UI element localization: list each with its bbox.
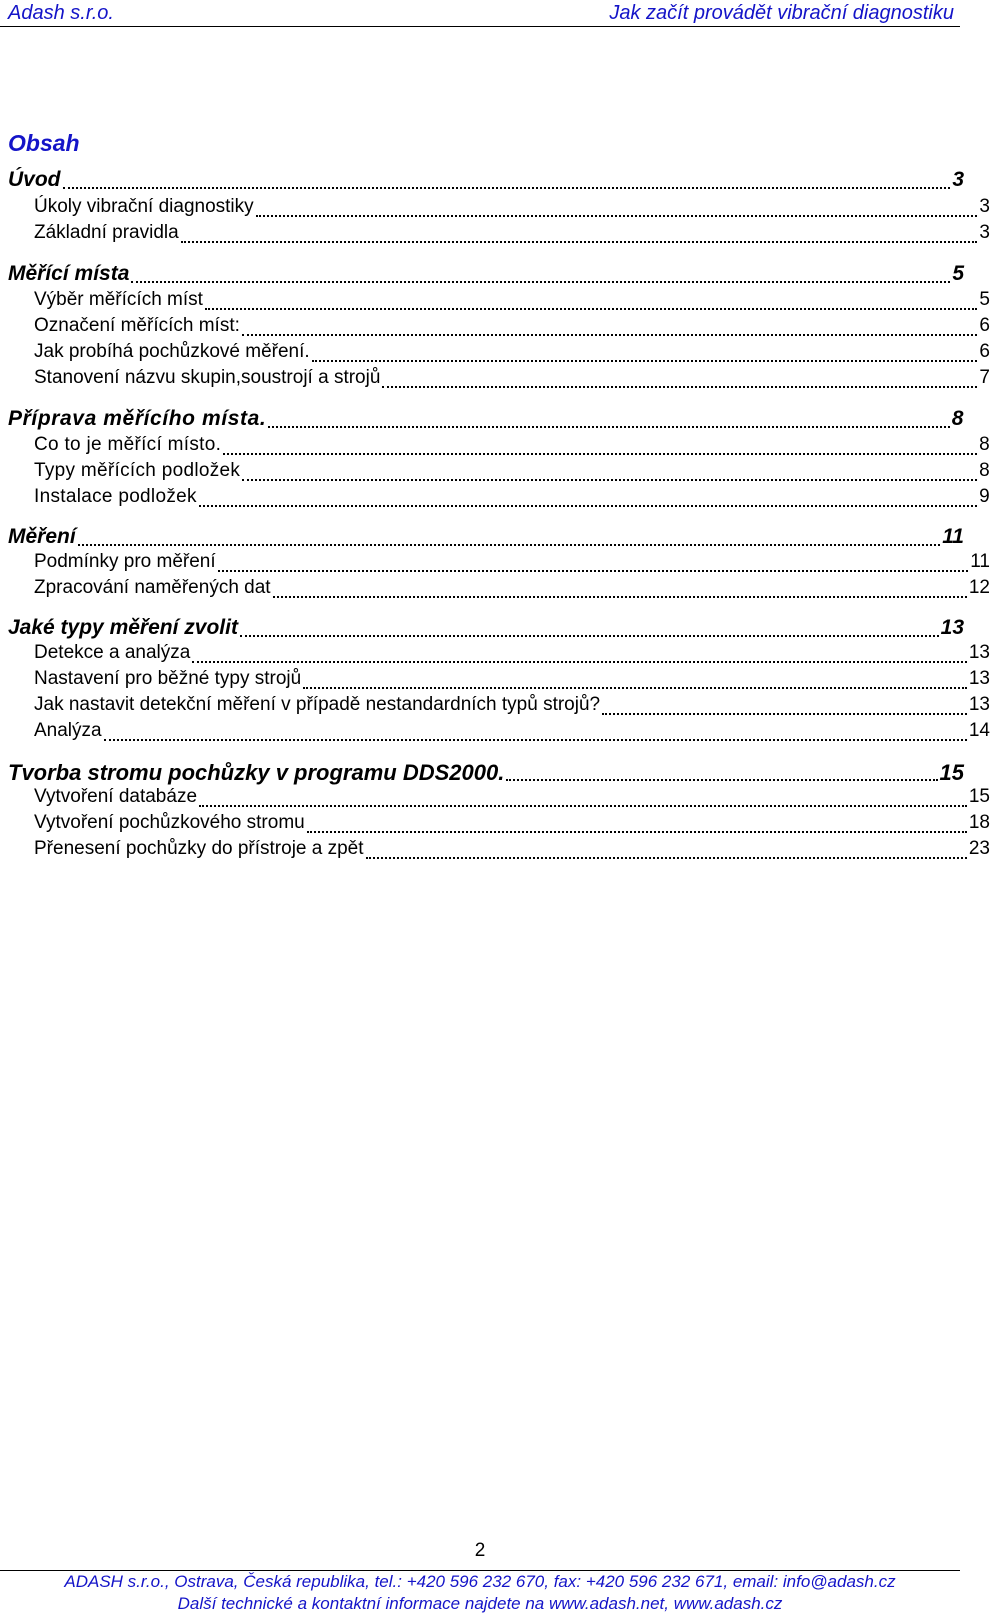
toc-entry-page: 3: [979, 196, 990, 217]
toc-entry[interactable]: [0, 668, 990, 695]
toc-dot-leader: [382, 386, 977, 388]
toc-entry-page: 14: [968, 720, 990, 741]
toc-entry[interactable]: [0, 838, 990, 865]
toc-dot-leader: [181, 241, 978, 243]
toc-entry[interactable]: [0, 341, 990, 368]
toc-entry-page: 13: [940, 616, 964, 639]
toc-dot-leader: [256, 215, 978, 217]
toc-entry-label: Zpracování naměřených dat: [34, 577, 271, 598]
toc-entry[interactable]: [0, 616, 964, 643]
toc-entry-page: 13: [968, 642, 990, 663]
toc-dot-leader: [218, 570, 969, 572]
toc-dot-leader: [303, 687, 967, 689]
toc-dot-leader: [78, 544, 941, 546]
toc-entry-page: 8: [951, 407, 964, 430]
toc-entry-label: Výběr měřících míst: [34, 289, 203, 310]
toc-entry-page: 18: [968, 812, 990, 833]
page-header: [0, 0, 960, 27]
toc-entry-label: Měření: [8, 525, 76, 548]
toc-entry-label: Označení měřících míst:: [34, 315, 240, 336]
toc-dot-leader: [240, 635, 939, 637]
toc-entry-page: 13: [968, 668, 990, 689]
toc-entry-label: Měřící místa: [8, 262, 130, 285]
toc-entry-page: 11: [942, 525, 964, 548]
toc-entry[interactable]: [0, 694, 990, 721]
toc-entry-page: 13: [968, 694, 990, 715]
header-company: Adash s.r.o.: [8, 2, 114, 24]
toc-entry-label: Instalace podložek: [34, 486, 197, 507]
toc-entry-label: Co to je měřící místo.: [34, 434, 222, 455]
header-document-title: Jak začít provádět vibrační diagnostiku: [609, 2, 954, 24]
toc-dot-leader: [223, 453, 977, 455]
toc-entry[interactable]: [0, 222, 990, 249]
toc-dot-leader: [192, 661, 967, 663]
toc-entry[interactable]: [0, 486, 990, 513]
toc-entry[interactable]: [0, 262, 964, 289]
toc-entry-page: 15: [968, 786, 990, 807]
toc-entry-label: Základní pravidla: [34, 222, 179, 243]
toc-entry[interactable]: [0, 642, 990, 669]
toc-dot-leader: [199, 505, 977, 507]
toc-dot-leader: [199, 805, 967, 807]
toc-entry-page: 15: [939, 760, 964, 785]
footer-divider: [0, 1570, 960, 1571]
toc-entry-label: Tvorba stromu pochůzky v programu DDS2000.: [8, 760, 505, 785]
toc-dot-leader: [131, 281, 950, 283]
toc-entry-page: 11: [970, 551, 990, 572]
toc-entry-page: 6: [979, 341, 990, 362]
toc-entry-label: Vytvoření pochůzkového stromu: [34, 812, 305, 833]
toc-entry-page: 9: [979, 486, 990, 507]
toc-dot-leader: [602, 713, 967, 715]
toc-entry[interactable]: [0, 577, 990, 604]
toc-entry-page: 3: [952, 168, 964, 191]
toc-entry[interactable]: [0, 315, 990, 342]
toc-entry-label: Podmínky pro měření: [34, 551, 216, 572]
toc-entry-label: Typy měřících podložek: [34, 460, 241, 481]
footer-more-info: Další technické a kontaktní informace najdete na www.adash.net, www.adash.cz: [177, 1594, 783, 1613]
toc-entry-page: 5: [952, 262, 964, 285]
toc-entry-page: 12: [968, 577, 990, 598]
toc-entry-page: 8: [979, 434, 990, 455]
toc-entry-page: 23: [968, 838, 990, 859]
toc-entry-label: Stanovení názvu skupin,soustrojí a strojů: [34, 367, 381, 388]
toc-entry-label: Jak probíhá pochůzkové měření.: [34, 341, 310, 362]
page-number: 2: [474, 1540, 486, 1561]
toc-entry[interactable]: [0, 460, 990, 487]
toc-entry[interactable]: [0, 812, 990, 839]
toc-entry[interactable]: [0, 196, 990, 223]
toc-entry-page: 8: [979, 460, 990, 481]
toc-dot-leader: [273, 596, 967, 598]
toc-entry[interactable]: [0, 367, 990, 394]
toc-entry[interactable]: [0, 168, 964, 195]
toc-dot-leader: [312, 360, 978, 362]
toc-entry-label: Nastavení pro běžné typy strojů: [34, 668, 302, 689]
toc-dot-leader: [506, 779, 937, 781]
toc-heading: Obsah: [8, 130, 80, 156]
toc-entry[interactable]: [0, 434, 990, 461]
toc-entry-label: Jak nastavit detekční měření v případě nestandardních typů strojů?: [34, 694, 601, 715]
toc-entry-label: Přenesení pochůzky do přístroje a zpět: [34, 838, 364, 859]
toc-entry-label: Úkoly vibrační diagnostiky: [34, 196, 254, 217]
toc-entry[interactable]: [0, 760, 964, 787]
toc-entry-label: Příprava měřícího místa.: [8, 407, 267, 430]
toc-entry-label: Detekce a analýza: [34, 642, 191, 663]
toc-dot-leader: [104, 739, 967, 741]
toc-entry-page: 7: [979, 367, 990, 388]
toc-entry-label: Jaké typy měření zvolit: [8, 616, 238, 639]
toc-entry[interactable]: [0, 786, 990, 813]
toc-entry-page: 5: [979, 289, 990, 310]
toc-entry-label: Úvod: [8, 168, 61, 191]
toc-entry-label: Analýza: [34, 720, 102, 741]
toc-entry-page: 6: [979, 315, 990, 336]
toc-dot-leader: [242, 334, 978, 336]
toc-entry[interactable]: [0, 525, 964, 552]
toc-entry[interactable]: [0, 407, 964, 434]
toc-dot-leader: [307, 831, 967, 833]
footer-contact: ADASH s.r.o., Ostrava, Česká republika, tel.: +420 596 232 670, fax: +420 596 232 671, email: info@adash.cz: [64, 1572, 896, 1591]
toc-entry[interactable]: [0, 289, 990, 316]
toc-entry-label: Vytvoření databáze: [34, 786, 198, 807]
toc-entry-page: 3: [979, 222, 990, 243]
toc-dot-leader: [242, 479, 977, 481]
toc-dot-leader: [366, 857, 967, 859]
toc-entry[interactable]: [0, 720, 990, 747]
toc-entry[interactable]: [0, 551, 990, 578]
toc-dot-leader: [205, 308, 978, 310]
toc-dot-leader: [63, 187, 951, 189]
toc-dot-leader: [268, 426, 949, 428]
